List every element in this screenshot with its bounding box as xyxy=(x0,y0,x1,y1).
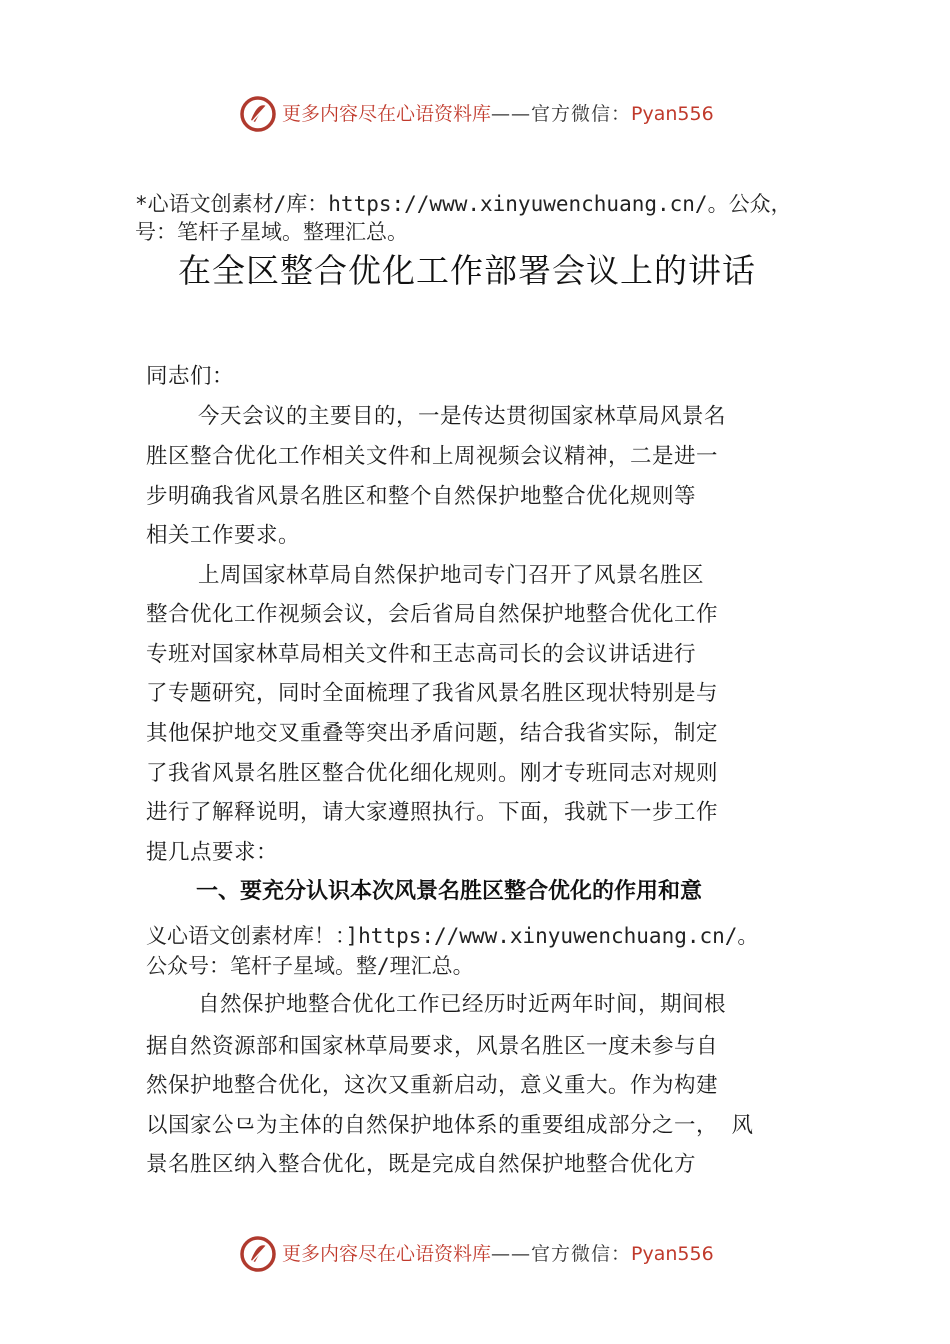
paragraph-line: 上周国家林草局自然保护地司专门召开了风景名胜区 xyxy=(198,563,705,588)
paragraph-line: 景名胜区纳入整合优化，既是完成自然保护地整合优化方 xyxy=(146,1152,697,1177)
salutation: 同志们： xyxy=(146,364,235,389)
paragraph-line: 步明确我省风景名胜区和整个自然保护地整合优化规则等 xyxy=(146,484,697,509)
banner-text xyxy=(282,101,714,127)
paragraph-line: 胜区整合优化工作相关文件和上周视频会议精神，二是进一 xyxy=(146,444,719,469)
paragraph-line: 据自然资源部和国家林草局要求，风景名胜区一度未参与自 xyxy=(146,1034,719,1059)
banner-wechat-label: ——官方微信： xyxy=(491,1243,632,1265)
paragraph-line: 整合优化工作视频会议，会后省局自然保护地整合优化工作 xyxy=(146,602,719,627)
banner-brand: 更多内容尽在心语资料库 xyxy=(282,103,492,125)
paragraph-line: 了我省风景名胜区整合优化细化规则。刚才专班同志对规则 xyxy=(146,761,719,786)
paragraph-line: 了专题研究，同时全面梳理了我省风景名胜区现状特别是与 xyxy=(146,681,719,706)
paragraph-line: 然保护地整合优化，这次又重新启动，意义重大。作为构建 xyxy=(146,1073,719,1098)
paragraph-line: 提几点要求： xyxy=(146,840,279,865)
paragraph-line: 今天会议的主要目的，一是传达贯彻国家林草局风景名 xyxy=(198,404,727,429)
banner-wechat-id: Pyan556 xyxy=(631,1243,714,1265)
paragraph-line: 进行了解释说明，请大家遵照执行。下面，我就下一步工作 xyxy=(146,800,719,825)
paragraph-line: 以国家公⺋为主体的自然保护地体系的重要组成部分之一， 风 xyxy=(146,1113,754,1138)
banner-wechat-id: Pyan556 xyxy=(631,103,714,125)
section-heading-1: 一、要充分认识本次风景名胜区整合优化的作用和意 xyxy=(196,879,703,904)
page-title: 在全区整合优化工作部署会议上的讲话 xyxy=(178,251,756,290)
paragraph-line: 自然保护地整合优化工作已经历时近两年时间，期间根 xyxy=(198,992,727,1017)
footer-banner xyxy=(0,1232,950,1276)
banner-wechat-label: ——官方微信： xyxy=(491,103,632,125)
logo-icon xyxy=(238,94,278,134)
paragraph-line: 相关工作要求。 xyxy=(146,523,301,548)
source-note-line-1: *心语文创素材/库：https://www.xinyuwenchuang.cn/。公众， xyxy=(135,192,792,216)
source-note-mid-line-1: 义心语文创素材库！：]https://www.xinyuwenchuang.cn/。 xyxy=(146,924,759,948)
logo-icon xyxy=(238,1234,278,1274)
header-banner xyxy=(0,92,950,136)
source-note-mid-line-2: 公众号：笔杆子星域。整/理汇总。 xyxy=(146,954,474,978)
paragraph-line: 其他保护地交叉重叠等突出矛盾问题，结合我省实际，制定 xyxy=(146,721,719,746)
source-note-line-2: 号：笔杆子星域。整理汇总。 xyxy=(135,220,408,244)
banner-text xyxy=(282,1241,714,1267)
banner-brand: 更多内容尽在心语资料库 xyxy=(282,1243,492,1265)
paragraph-line: 专班对国家林草局相关文件和王志高司长的会议讲话进行 xyxy=(146,642,697,667)
